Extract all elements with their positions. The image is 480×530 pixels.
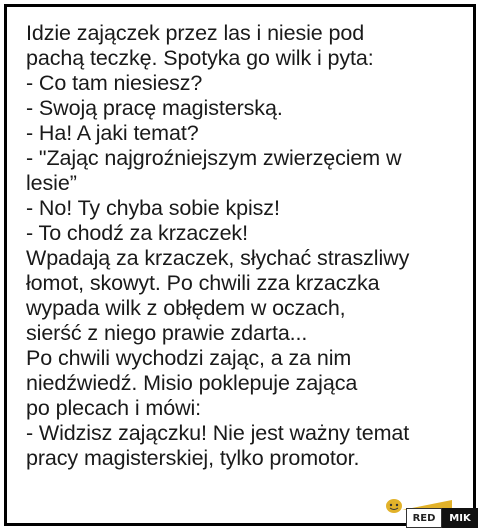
joke-line: wypada wilk z obłędem w oczach, <box>26 296 346 320</box>
joke-line: - Co tam niesiesz? <box>26 71 203 95</box>
joke-line: Wpadają za krzaczek, słychać straszliwy <box>26 246 410 270</box>
joke-line: niedźwiedź. Misio poklepuje zająca <box>26 371 358 395</box>
joke-line: - To chodź za krzaczek! <box>26 221 248 245</box>
joke-line: pracy magisterskiej, tylko promotor. <box>26 446 360 470</box>
joke-line: - Ha! A jaki temat? <box>26 121 199 145</box>
joke-line: - Widzisz zajączku! Nie jest ważny temat <box>26 421 410 445</box>
joke-text <box>26 21 409 471</box>
sticker-face <box>386 499 402 513</box>
joke-line: - Swoją pracę magisterską. <box>26 96 283 120</box>
joke-line: po plecach i mówi: <box>26 396 202 420</box>
joke-line: - No! Ty chyba sobie kpisz! <box>26 196 280 220</box>
joke-line: sierść z niego prawie zdarta... <box>26 321 308 345</box>
watermark <box>406 508 478 528</box>
joke-line: Idzie zajączek przez las i niesie pod <box>26 21 365 45</box>
joke-line: pachą teczkę. Spotyka go wilk i pyta: <box>26 46 374 70</box>
joke-line: - "Zając najgroźniejszym zwierzęciem w <box>26 146 402 170</box>
joke-line: Po chwili wychodzi zając, a za nim <box>26 346 352 370</box>
watermark-mik: MIK <box>442 508 478 528</box>
joke-line: łomot, skowyt. Po chwili zza krzaczka <box>26 271 380 295</box>
watermark-red: RED <box>406 508 442 528</box>
joke-card <box>4 4 476 526</box>
joke-line: lesie” <box>26 171 77 195</box>
